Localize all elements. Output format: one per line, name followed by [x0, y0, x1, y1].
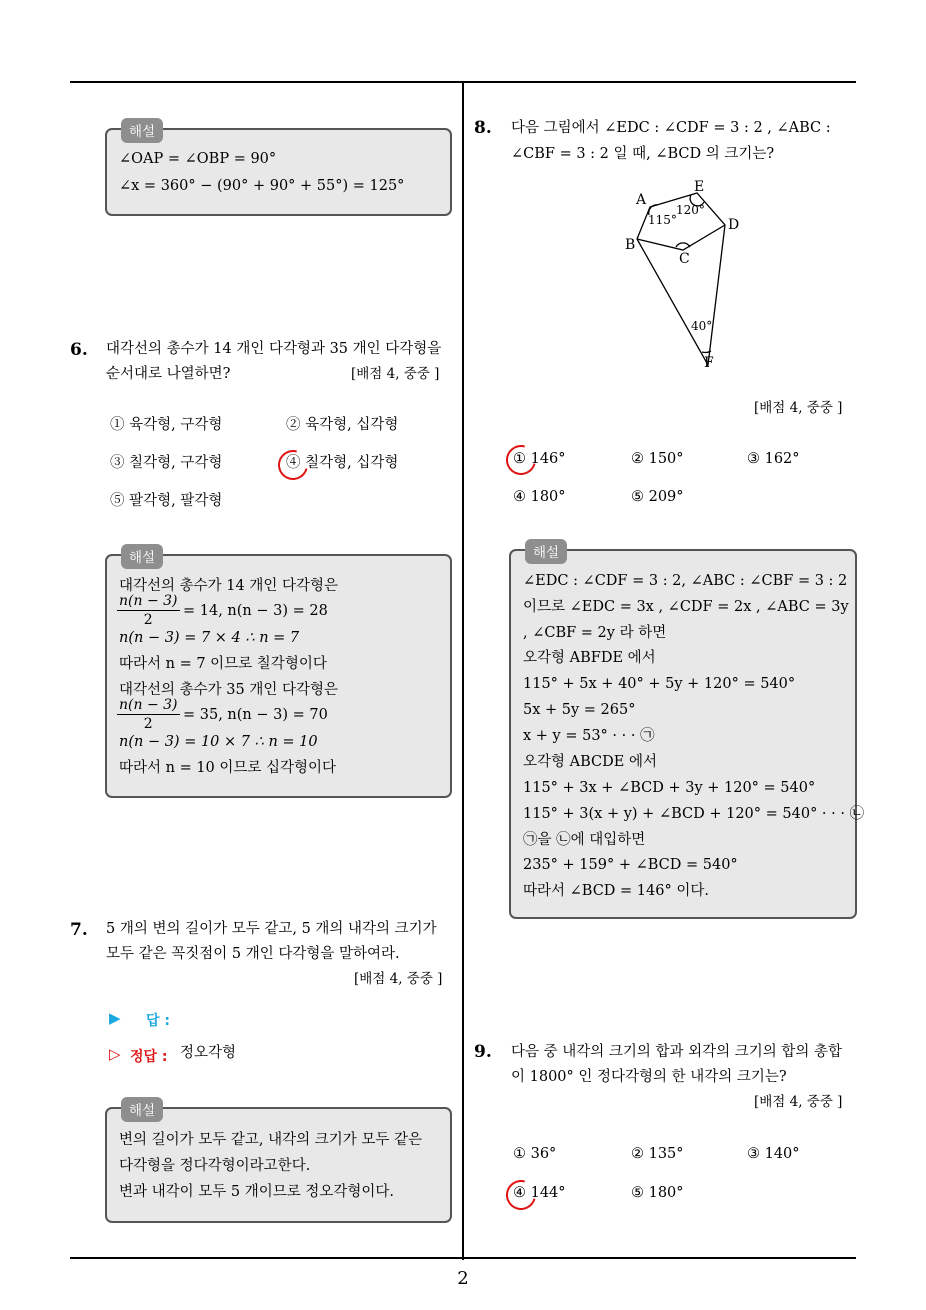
- solution-line: 대각선의 총수가 35 개인 다각형은: [119, 682, 338, 698]
- solution-line: = 14, n(n − 3) = 28: [183, 603, 328, 619]
- choice-2[interactable]: ② 150°: [631, 451, 684, 467]
- fraction: [117, 698, 180, 731]
- angle-label-115: 115°: [648, 213, 677, 227]
- choice-4[interactable]: ④ 180°: [513, 489, 566, 505]
- question-meta: [배점 4, 중중 ]: [354, 971, 443, 987]
- column-divider: [462, 83, 464, 1260]
- choice-1[interactable]: ① 146°: [513, 451, 566, 467]
- angle-label-120: 120°: [676, 203, 705, 217]
- figure-label-C: C: [679, 251, 690, 267]
- solution-line: x + y = 53° · · · ㉠: [523, 728, 655, 744]
- solution-line: 변의 길이가 모두 같고, 내각의 크기가 모두 같은: [119, 1132, 423, 1148]
- question-number: 8.: [474, 118, 492, 138]
- solution-tag: 해설: [525, 539, 567, 564]
- solution-line: 따라서 n = 7 이므로 칠각형이다: [119, 656, 327, 672]
- solution-box-7: [105, 1103, 452, 1223]
- question-text: 다음 중 내각의 크기의 합과 외각의 크기의 합의 총합: [511, 1044, 843, 1060]
- choice-3[interactable]: ③ 140°: [747, 1146, 800, 1162]
- bottom-rule: [70, 1257, 856, 1259]
- figure-label-F: F: [704, 355, 714, 370]
- fraction: [117, 594, 180, 627]
- choice-2[interactable]: ② 육각형, 십각형: [286, 417, 399, 433]
- solution-line: 대각선의 총수가 14 개인 다각형은: [119, 578, 338, 594]
- solution-line: ㉠을 ㉡에 대입하면: [523, 832, 646, 848]
- solution-box-5: [105, 124, 452, 216]
- choice-3[interactable]: ③ 칠각형, 구각형: [110, 455, 223, 471]
- question-text: 대각선의 총수가 14 개인 다각형과 35 개인 다각형을: [106, 341, 442, 357]
- solution-line: 오각형 ABFDE 에서: [523, 650, 656, 666]
- solution-box-6: [105, 550, 452, 798]
- solution-line: 115° + 5x + 40° + 5y + 120° = 540°: [523, 676, 796, 692]
- question-number: 7.: [70, 920, 88, 940]
- solution-line: n(n − 3) = 10 × 7 ∴ n = 10: [119, 734, 318, 750]
- solution-line: , ∠CBF = 2y 라 하면: [523, 625, 667, 641]
- figure-label-E: E: [694, 179, 705, 195]
- correct-label: 정답 :: [130, 1049, 168, 1065]
- choice-5[interactable]: ⑤ 209°: [631, 489, 684, 505]
- solution-line: ∠x = 360° − (90° + 90° + 55°) = 125°: [119, 178, 405, 194]
- answer-label: 답 :: [146, 1013, 170, 1029]
- page-number: 2: [457, 1268, 469, 1289]
- choice-4[interactable]: ④ 칠각형, 십각형: [286, 455, 399, 471]
- choice-4[interactable]: ④ 144°: [513, 1185, 566, 1201]
- question-text: 이 1800° 인 정다각형의 한 내각의 크기는?: [511, 1069, 787, 1085]
- choice-1[interactable]: ① 36°: [513, 1146, 557, 1162]
- correct-arrow-icon: ▷: [109, 1045, 121, 1063]
- figure-label-A: A: [636, 192, 647, 208]
- choice-5[interactable]: ⑤ 180°: [631, 1185, 684, 1201]
- solution-line: ∠OAP = ∠OBP = 90°: [119, 151, 277, 167]
- solution-line: 115° + 3x + ∠BCD + 3y + 120° = 540°: [523, 780, 816, 796]
- question-number: 9.: [474, 1042, 492, 1062]
- figure-edge: [637, 225, 725, 250]
- fraction-denominator: 2: [143, 716, 153, 732]
- choice-2[interactable]: ② 135°: [631, 1146, 684, 1162]
- choice-1[interactable]: ① 육각형, 구각형: [110, 417, 223, 433]
- solution-line: 변과 내각이 모두 5 개이므로 정오각형이다.: [119, 1184, 394, 1200]
- figure-label-D: D: [728, 217, 740, 233]
- fraction-numerator: n(n − 3): [119, 593, 178, 609]
- question-number: 6.: [70, 340, 88, 360]
- question-text: 순서대로 나열하면?: [106, 366, 231, 382]
- figure-label-B: B: [625, 237, 636, 253]
- question-text: ∠CBF = 3 : 2 일 때, ∠BCD 의 크기는?: [511, 146, 775, 162]
- solution-tag: 해설: [121, 544, 163, 569]
- question-meta: [배점 4, 중중 ]: [754, 400, 843, 416]
- solution-line: 오각형 ABCDE 에서: [523, 754, 657, 770]
- question-text: 5 개의 변의 길이가 모두 같고, 5 개의 내각의 크기가: [106, 921, 437, 937]
- solution-line: n(n − 3) = 7 × 4 ∴ n = 7: [119, 630, 300, 646]
- solution-line: ∠EDC : ∠CDF = 3 : 2, ∠ABC : ∠CBF = 3 : 2: [523, 573, 848, 589]
- angle-arc: [702, 351, 711, 352]
- choice-3[interactable]: ③ 162°: [747, 451, 800, 467]
- solution-line: 따라서 n = 10 이므로 십각형이다: [119, 760, 337, 776]
- solution-line: 235° + 159° + ∠BCD = 540°: [523, 857, 738, 873]
- question-meta: [배점 4, 중중 ]: [351, 366, 440, 382]
- solution-tag: 해설: [121, 1097, 163, 1122]
- solution-box-8: [509, 545, 865, 919]
- fraction-denominator: 2: [143, 612, 153, 628]
- angle-label-40: 40°: [691, 319, 713, 333]
- question-meta: [배점 4, 중중 ]: [754, 1094, 843, 1110]
- solution-line: 따라서 ∠BCD = 146° 이다.: [523, 883, 709, 899]
- correct-value: 정오각형: [180, 1045, 237, 1061]
- solution-line: 115° + 3(x + y) + ∠BCD + 120° = 540° · · · ㉡: [523, 806, 865, 822]
- solution-line: 이므로 ∠EDC = 3x , ∠CDF = 2x , ∠ABC = 3y: [523, 599, 849, 615]
- solution-line: 다각형을 정다각형이라고한다.: [119, 1158, 311, 1174]
- question-text: 다음 그림에서 ∠EDC : ∠CDF = 3 : 2 , ∠ABC :: [511, 120, 831, 136]
- solution-line: = 35, n(n − 3) = 70: [183, 707, 328, 723]
- solution-line: 5x + 5y = 265°: [523, 702, 636, 718]
- choice-5[interactable]: ⑤ 팔각형, 팔각형: [110, 493, 223, 509]
- question-text: 모두 같은 꼭짓점이 5 개인 다각형을 말하여라.: [106, 946, 400, 962]
- fraction-numerator: n(n − 3): [119, 697, 178, 713]
- answer-arrow-icon: ▶: [109, 1009, 121, 1027]
- solution-tag: 해설: [121, 118, 163, 143]
- pentagon-figure: [620, 175, 770, 370]
